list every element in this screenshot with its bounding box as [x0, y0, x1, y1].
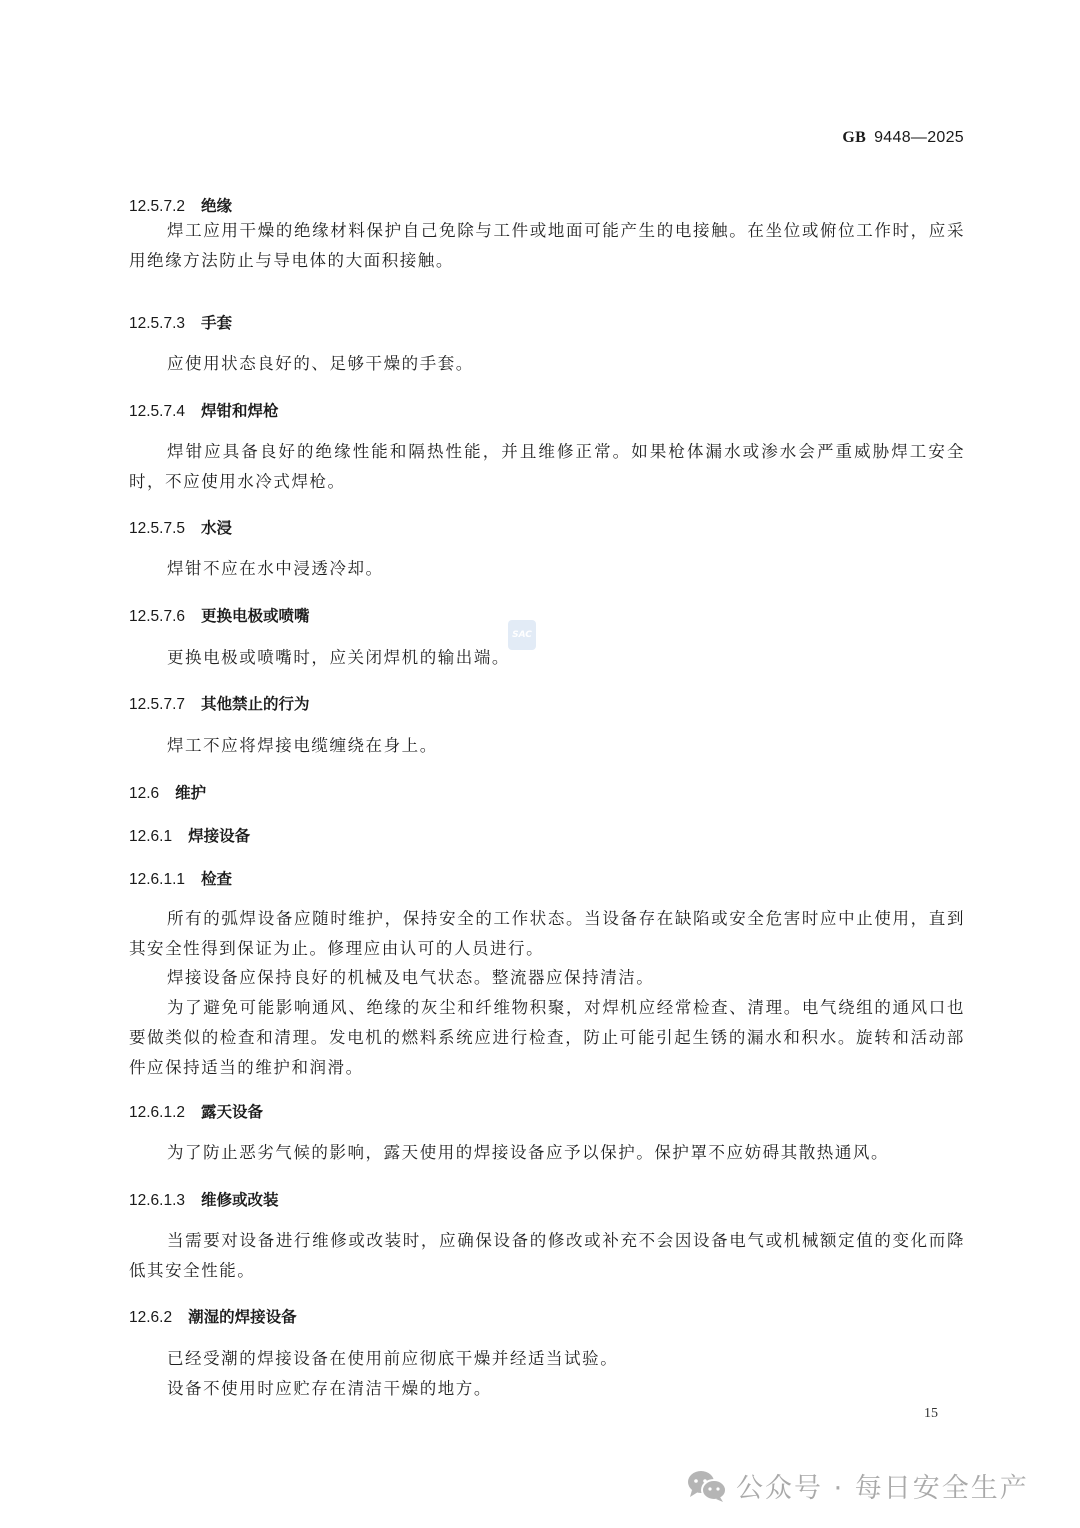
standard-code	[842, 129, 964, 147]
section-heading	[129, 604, 310, 626]
section-number: 12.5.7.2	[129, 198, 186, 215]
section-heading	[129, 194, 232, 216]
paragraph: 当需要对设备进行维修或改装时，应确保设备的修改或补充不会因设备电气或机械额定值的变化而降低其安全性能。	[129, 1231, 965, 1280]
section-title: 绝缘	[201, 197, 233, 215]
section-number: 12.6.1	[129, 828, 173, 845]
section-heading	[129, 781, 206, 803]
section-title: 潮湿的焊接设备	[188, 1308, 297, 1326]
standard-prefix: GB	[842, 129, 867, 146]
section-heading	[129, 516, 232, 538]
section-heading	[129, 692, 310, 714]
standard-number: 9448—2025	[874, 129, 964, 146]
wechat-icon	[686, 1469, 728, 1503]
section-title: 维护	[175, 784, 207, 802]
paragraph: 焊工不应将焊接电缆缠绕在身上。	[167, 736, 438, 755]
section-heading	[129, 399, 279, 421]
sac-watermark-logo: SAC	[508, 620, 536, 650]
section-number: 12.5.7.6	[129, 608, 186, 625]
paragraph: 焊钳应具备良好的绝缘性能和隔热性能，并且维修正常。如果枪体漏水或渗水会严重威胁焊工安全时，不应使用水冷式焊枪。	[129, 442, 965, 491]
section-title: 手套	[201, 314, 233, 332]
paragraph: 设备不使用时应贮存在清洁干燥的地方。	[167, 1379, 492, 1398]
section-number: 12.5.7.4	[129, 403, 186, 420]
section-heading	[129, 867, 232, 889]
section-number: 12.6.2	[129, 1309, 173, 1326]
section-number: 12.5.7.3	[129, 315, 186, 332]
section-heading	[129, 1305, 297, 1327]
section-heading	[129, 311, 232, 333]
paragraph: 焊钳不应在水中浸透冷却。	[167, 559, 384, 578]
section-number: 12.5.7.7	[129, 696, 186, 713]
section-number: 12.5.7.5	[129, 520, 186, 537]
paragraph: 焊工应用干燥的绝缘材料保护自己免除与工件或地面可能产生的电接触。在坐位或俯位工作时，应采用绝缘方法防止与导电体的大面积接触。	[129, 221, 965, 270]
section-title: 露天设备	[201, 1103, 264, 1121]
section-number: 12.6.1.1	[129, 871, 186, 888]
footer-brand-text: 公众号 · 每日安全生产	[736, 1473, 1029, 1504]
paragraph: 焊接设备应保持良好的机械及电气状态。整流器应保持清洁。	[167, 968, 655, 987]
paragraph: 为了避免可能影响通风、绝缘的灰尘和纤维物积聚，对焊机应经常检查、清理。电气绕组的通风口也要做类似的检查和清理。发电机的燃料系统应进行检查，防止可能引起生锈的漏水和积水。旋转和活动部件应保持适当的维护和润滑。	[129, 998, 965, 1077]
section-title: 维修或改装	[201, 1191, 279, 1209]
section-number: 12.6.1.2	[129, 1104, 186, 1121]
section-title: 焊钳和焊枪	[201, 402, 279, 420]
paragraph: 更换电极或喷嘴时，应关闭焊机的输出端。	[167, 648, 510, 667]
paragraph: 应使用状态良好的、足够干燥的手套。	[167, 354, 474, 373]
paragraph: 已经受潮的焊接设备在使用前应彻底干燥并经适当试验。	[167, 1349, 619, 1368]
paragraph: 为了防止恶劣气候的影响，露天使用的焊接设备应予以保护。保护罩不应妨碍其散热通风。	[167, 1143, 889, 1162]
section-title: 更换电极或喷嘴	[201, 607, 310, 625]
paragraph: 所有的弧焊设备应随时维护，保持安全的工作状态。当设备存在缺陷或安全危害时应中止使用，直到其安全性得到保证为止。修理应由认可的人员进行。	[129, 909, 965, 958]
section-heading	[129, 1100, 263, 1122]
section-number: 12.6	[129, 785, 160, 802]
section-title: 焊接设备	[188, 827, 251, 845]
section-number: 12.6.1.3	[129, 1192, 186, 1209]
section-title: 检查	[201, 870, 233, 888]
page-number: 15	[924, 1406, 938, 1421]
section-title: 其他禁止的行为	[201, 695, 310, 713]
section-heading	[129, 1188, 279, 1210]
section-heading	[129, 824, 250, 846]
wechat-account-footer	[686, 1466, 1029, 1505]
section-title: 水浸	[201, 519, 233, 537]
